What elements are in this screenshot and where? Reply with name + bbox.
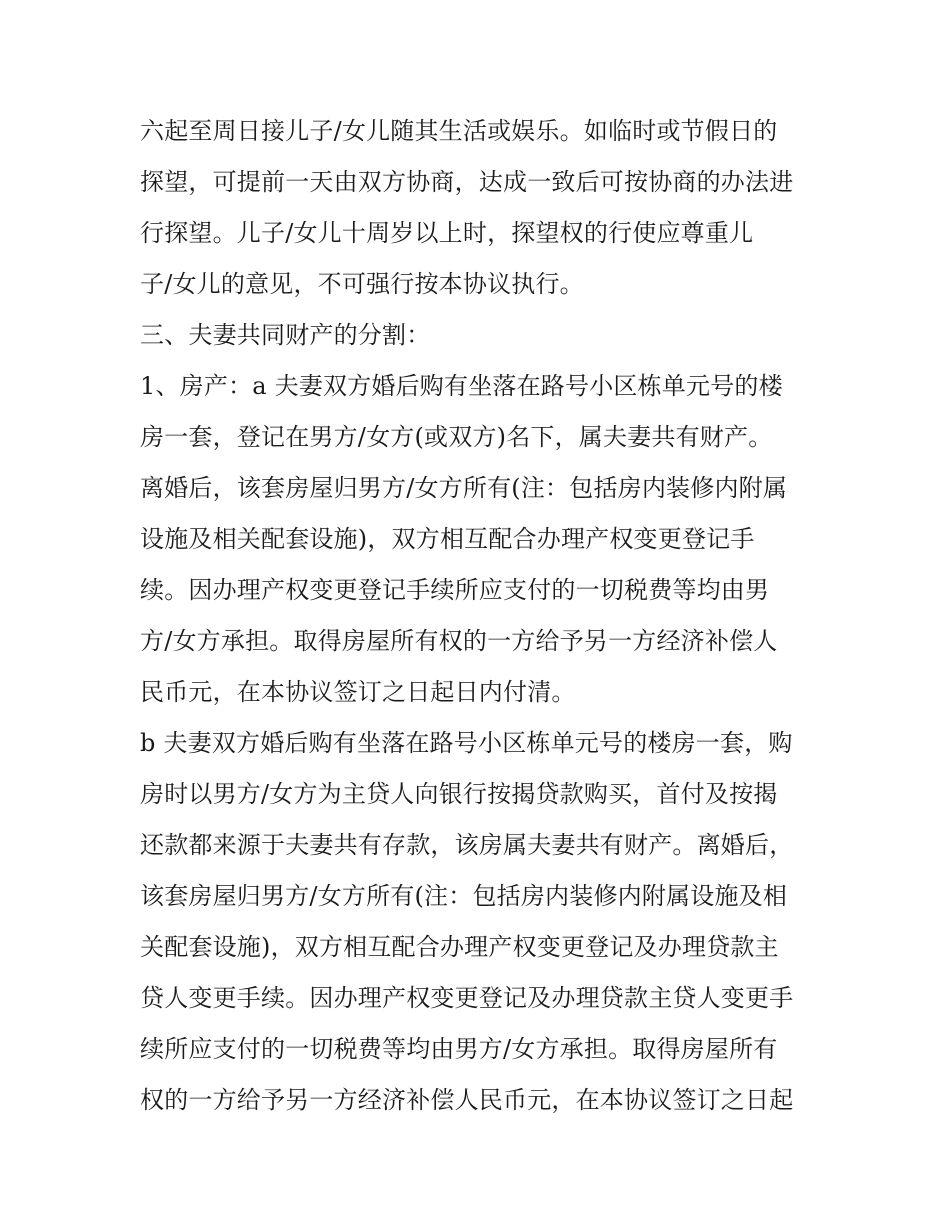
text-line: 1、房产：a 夫妻双方婚后购有坐落在路号小区栋单元号的楼 xyxy=(140,372,783,400)
text-line: 房一套，登记在男方/女方(或双方)名下，属夫妻共有财产。 xyxy=(140,423,773,451)
text-line: 方/女方承担。取得房屋所有权的一方给予另一方经济补偿人 xyxy=(140,627,778,655)
text-line: 续。因办理产权变更登记手续所应支付的一切税费等均由男 xyxy=(140,576,770,604)
text-line: 子/女儿的意见，不可强行按本协议执行。 xyxy=(140,270,584,298)
text-line: 六起至周日接儿子/女儿随其生活或娱乐。如临时或节假日的 xyxy=(140,117,778,145)
text-line: 离婚后，该套房屋归男方/女方所有(注：包括房内装修内附属 xyxy=(140,474,788,502)
document-body xyxy=(140,106,820,1126)
text-line: 续所应支付的一切税费等均由男方/女方承担。取得房屋所有 xyxy=(140,1035,778,1063)
text-line: 行探望。儿子/女儿十周岁以上时，探望权的行使应尊重儿 xyxy=(140,219,754,247)
text-line: 设施及相关配套设施)，双方相互配合办理产权变更登记手 xyxy=(140,525,755,553)
text-line: 房时以男方/女方为主贷人向银行按揭贷款购买，首付及按揭 xyxy=(140,780,778,808)
text-line: 权的一方给予另一方经济补偿人民币元，在本协议签订之日起 xyxy=(140,1086,794,1114)
text-line: 关配套设施)，双方相互配合办理产权变更登记及办理贷款主 xyxy=(140,933,779,961)
text-line: b 夫妻双方婚后购有坐落在路号小区栋单元号的楼房一套，购 xyxy=(140,729,793,757)
text-line: 贷人变更手续。因办理产权变更登记及办理贷款主贷人变更手 xyxy=(140,984,794,1012)
section-heading: 三、夫妻共同财产的分割： xyxy=(140,321,431,349)
text-line: 还款都来源于夫妻共有存款，该房属夫妻共有财产。离婚后， xyxy=(140,831,794,859)
text-line: 民币元，在本协议签订之日起日内付清。 xyxy=(140,678,576,706)
text-line: 该套房屋归男方/女方所有(注：包括房内装修内附属设施及相 xyxy=(140,882,788,910)
text-line: 探望，可提前一天由双方协商，达成一致后可按协商的办法进 xyxy=(140,168,794,196)
